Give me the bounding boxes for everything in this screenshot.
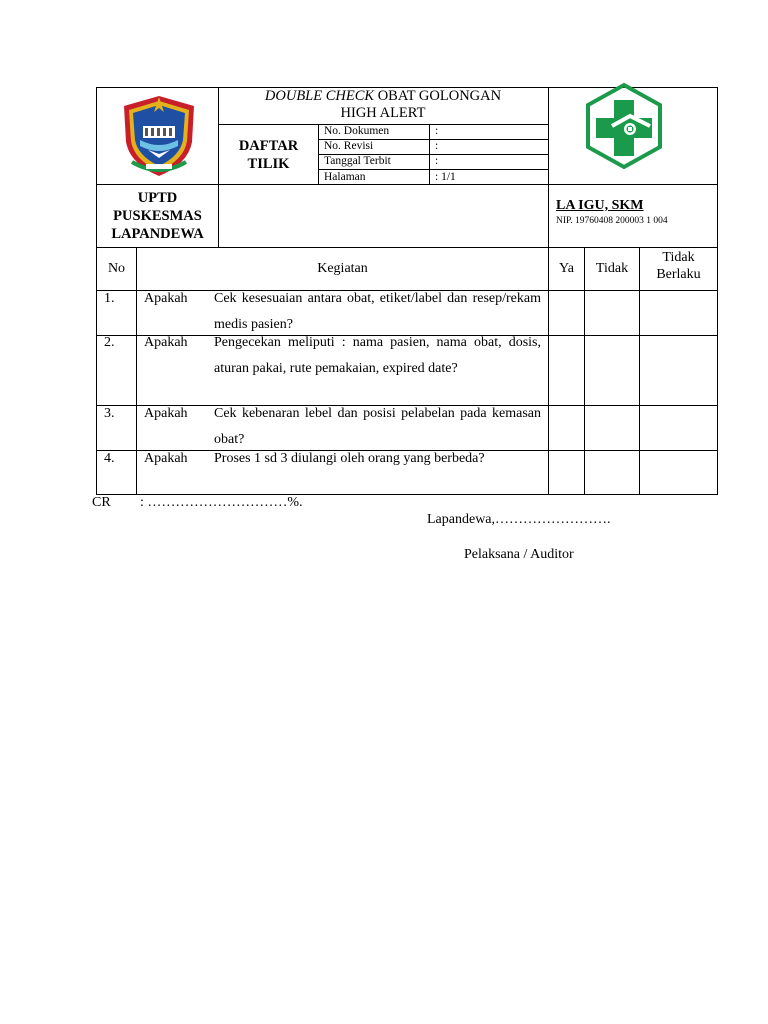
title-line2: HIGH ALERT <box>340 105 426 121</box>
row-1-text: Cek kesesuaian antara obat, etiket/label dan resep/rekam medis pasien? <box>214 291 541 332</box>
col-header-tidak: Tidak <box>595 261 629 276</box>
doc-type <box>219 125 318 185</box>
signer-name: LA IGU, SKM <box>556 198 644 213</box>
col-header-ya: Ya <box>559 261 574 276</box>
meta-label-revisi: No. Revisi <box>324 140 374 152</box>
cr-value: : …………………………%. <box>140 495 303 510</box>
row-4-no: 4. <box>104 451 115 466</box>
row-2-question: Apakah <box>144 335 188 350</box>
org-line3: LAPANDEWA <box>111 226 204 242</box>
row-2-no: 2. <box>104 335 115 350</box>
cr-label: CR <box>92 495 111 510</box>
meta-value-tanggal: : <box>435 155 439 167</box>
puskesmas-cross-logo-icon <box>584 82 664 170</box>
organization-name <box>97 185 218 247</box>
auditor-role: Pelaksana / Auditor <box>464 547 574 562</box>
row-3-text: Cek kebenaran lebel dan posisi pelabelan pada kemasan obat? <box>214 406 541 447</box>
col-header-no: No <box>107 261 126 276</box>
row-1-question: Apakah <box>144 291 188 306</box>
title-italic: DOUBLE CHECK <box>264 88 375 104</box>
meta-value-halaman: : 1/1 <box>435 171 456 183</box>
row-4-question: Apakah <box>144 451 188 466</box>
col-header-kegiatan: Kegiatan <box>317 261 368 276</box>
meta-label-tanggal: Tanggal Terbit <box>324 155 391 167</box>
col-header-tidak-berlaku <box>640 246 717 286</box>
row-1-no: 1. <box>104 291 115 306</box>
meta-value-dokumen: : <box>435 125 439 137</box>
title-rest: OBAT GOLONGAN <box>374 88 502 104</box>
meta-value-revisi: : <box>435 140 439 152</box>
row-2-text: Pengecekan meliputi : nama pasien, nama obat, dosis, aturan pakai, rute pemakaian, expired date? <box>214 335 541 376</box>
meta-label-dokumen: No. Dokumen <box>324 125 390 137</box>
col-header-tidak-berlaku-2: Berlaku <box>656 267 701 282</box>
row-3-question: Apakah <box>144 406 188 421</box>
doc-type-line1: DAFTAR <box>238 138 299 154</box>
meta-label-halaman: Halaman <box>324 171 366 183</box>
org-line1: UPTD <box>137 190 178 206</box>
regency-emblem-icon <box>118 92 200 180</box>
org-line2: PUSKESMAS <box>113 208 202 224</box>
doc-type-line2: TILIK <box>247 156 290 172</box>
signer-nip: NIP. 19760408 200003 1 004 <box>556 216 668 226</box>
place-date: Lapandewa,……………………. <box>427 512 611 527</box>
row-3-no: 3. <box>104 406 115 421</box>
col-header-tidak-berlaku-1: Tidak <box>662 250 695 265</box>
document-title <box>219 88 547 122</box>
row-4-text: Proses 1 sd 3 diulangi oleh orang yang berbeda? <box>214 451 485 466</box>
